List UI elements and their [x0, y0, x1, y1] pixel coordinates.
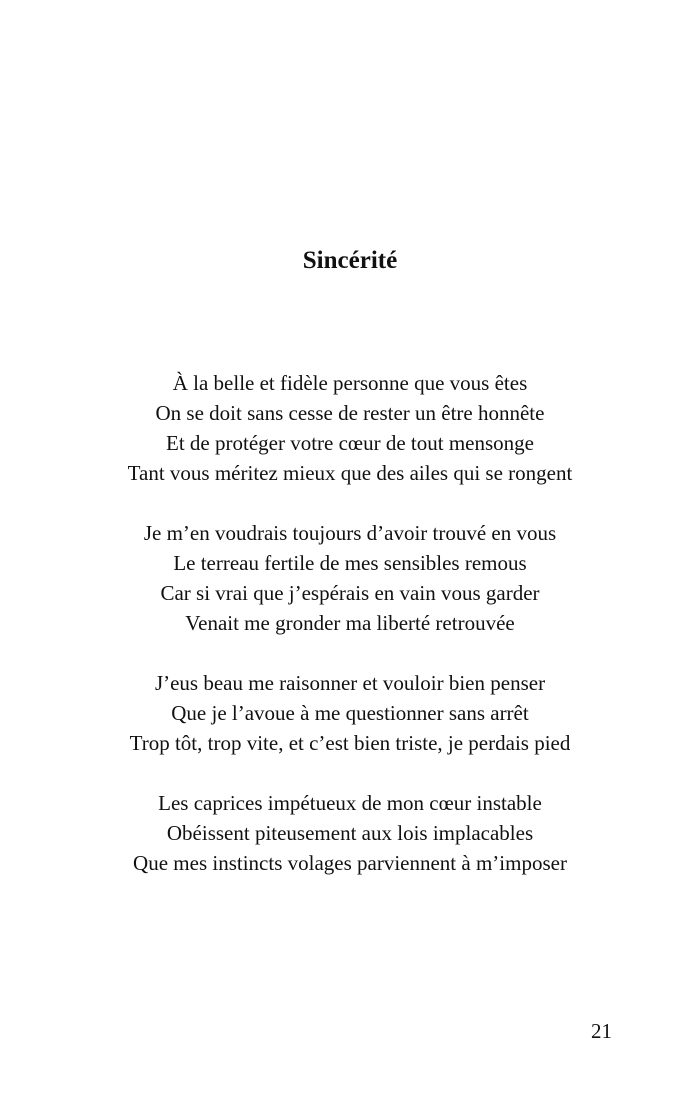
poem-line: Trop tôt, trop vite, et c’est bien triste, je perdais pied [129, 731, 571, 755]
stanza-4 [0, 788, 700, 878]
poem-line: Que je l’avoue à me questionner sans arrêt [171, 701, 529, 725]
poem-line: On se doit sans cesse de rester un être honnête [155, 401, 545, 425]
poem-line: Le terreau fertile de mes sensibles remous [173, 551, 527, 575]
poem-line: À la belle et fidèle personne que vous êtes [172, 371, 528, 395]
page-number: 21 [591, 1019, 612, 1043]
stanza-3 [0, 668, 700, 758]
page-title: Sincérité [302, 247, 398, 274]
poem-line: Obéissent piteusement aux lois implacables [166, 821, 534, 845]
stanza-1 [0, 368, 700, 488]
stanza-2 [0, 518, 700, 638]
poem-line: Car si vrai que j’espérais en vain vous garder [160, 581, 540, 605]
poem-line: Que mes instincts volages parviennent à m’imposer [133, 851, 567, 875]
poem-line: Et de protéger votre cœur de tout mensonge [166, 431, 534, 455]
poem-line: J’eus beau me raisonner et vouloir bien penser [154, 671, 546, 695]
poem-line: Venait me gronder ma liberté retrouvée [185, 611, 515, 635]
poem [0, 368, 700, 908]
poem-line: Les caprices impétueux de mon cœur instable [158, 791, 542, 815]
poem-line: Tant vous méritez mieux que des ailes qui se rongent [127, 461, 573, 485]
poem-line: Je m’en voudrais toujours d’avoir trouvé en vous [143, 521, 557, 545]
